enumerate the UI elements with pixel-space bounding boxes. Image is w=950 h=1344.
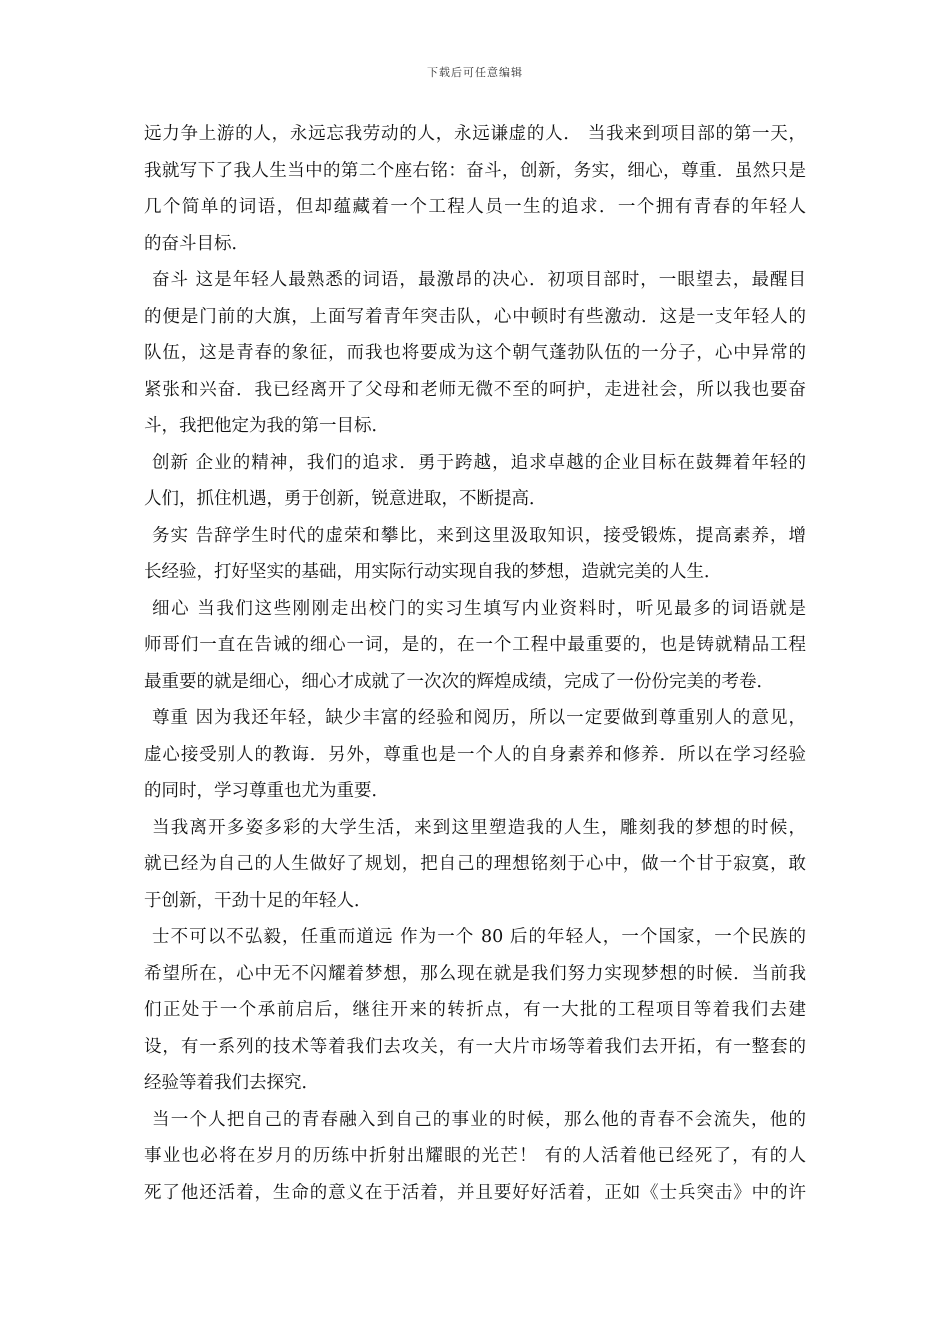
text-line: 死了他还活着，生命的意义在于活着，并且要好好活着，正如《士兵突击》中的许: [144, 1182, 806, 1203]
text-line: 队伍，这是青春的象征，而我也将要成为这个朝气蓬勃队伍的一分子，心中异常的: [144, 343, 806, 363]
text-line: 虚心接受别人的教诲．另外，尊重也是一个人的自身素养和修养．所以在学习经验: [144, 744, 806, 765]
text-line: 士不可以不弘毅，任重而道远 作为一个 80 后的年轻人，一个国家，一个民族的: [152, 927, 806, 947]
text-line: 经验等着我们去探究．: [144, 1073, 319, 1093]
text-line: 当一个人把自己的青春融入到自己的事业的时候，那么他的青春不会流失，他的: [152, 1109, 806, 1130]
text-line: 尊重 因为我还年轻，缺少丰富的经验和阅历，所以一定要做到尊重别人的意见，: [152, 708, 806, 728]
text-line: 紧张和兴奋．我已经离开了父母和老师无微不至的呵护，走进社会，所以我也要奋: [144, 379, 806, 400]
text-line: 远力争上游的人，永远忘我劳动的人，永远谦虚的人． 当我来到项目部的第一天，: [144, 124, 806, 144]
text-line: 奋斗 这是年轻人最熟悉的词语，最激昂的决心．初项目部时，一眼望去，最醒目: [152, 270, 806, 290]
document-body: [144, 116, 806, 1211]
text-line: 长经验，打好坚实的基础，用实际行动实现自我的梦想，造就完美的人生．: [144, 562, 722, 582]
text-line: 细心 当我们这些刚刚走出校门的实习生填写内业资料时，听见最多的词语就是: [152, 598, 806, 619]
text-line: 就已经为自己的人生做好了规划，把自己的理想铭刻于心中，做一个甘于寂寞，敢: [144, 854, 806, 874]
text-line: 希望所在，心中无不闪耀着梦想，那么现在就是我们努力实现梦想的时候．当前我: [144, 963, 806, 984]
text-line: 务实 告辞学生时代的虚荣和攀比，来到这里汲取知识，接受锻炼，提高素养，增: [152, 525, 806, 546]
text-line: 们正处于一个承前启后，继往开来的转折点，有一大批的工程项目等着我们去建: [144, 1000, 806, 1020]
text-line: 的同时，学习尊重也尤为重要．: [144, 781, 389, 801]
text-line: 设，有一系列的技术等着我们去攻关，有一大片市场等着我们去开拓，有一整套的: [144, 1036, 806, 1057]
text-line: 当我离开多姿多彩的大学生活，来到这里塑造我的人生，雕刻我的梦想的时候，: [152, 817, 806, 838]
text-line: 创新 企业的精神，我们的追求．勇于跨越，追求卓越的企业目标在鼓舞着年轻的: [152, 452, 806, 473]
text-line: 几个简单的词语，但却蕴藏着一个工程人员一生的追求．一个拥有青春的年轻人: [144, 197, 806, 217]
page-header: 下载后可任意编辑: [427, 66, 523, 79]
text-line: 师哥们一直在告诫的细心一词，是的，在一个工程中最重要的，也是铸就精品工程: [144, 635, 806, 655]
text-line: 人们，抓住机遇，勇于创新，锐意进取，不断提高．: [144, 489, 547, 509]
text-line: 事业也必将在岁月的历练中折射出耀眼的光芒！ 有的人活着他已经死了，有的人: [144, 1146, 806, 1166]
text-line: 我就写下了我人生当中的第二个座右铭：奋斗，创新，务实，细心，尊重．虽然只是: [144, 160, 806, 181]
text-line: 的奋斗目标．: [144, 233, 249, 254]
text-line: 斗，我把他定为我的第一目标．: [144, 416, 389, 436]
text-line: 最重要的就是细心，细心才成就了一次次的辉煌成绩，完成了一份份完美的考卷．: [144, 671, 774, 692]
text-line: 的便是门前的大旗，上面写着青年突击队，心中顿时有些激动．这是一支年轻人的: [144, 306, 806, 327]
text-line: 于创新，干劲十足的年轻人．: [144, 890, 372, 911]
